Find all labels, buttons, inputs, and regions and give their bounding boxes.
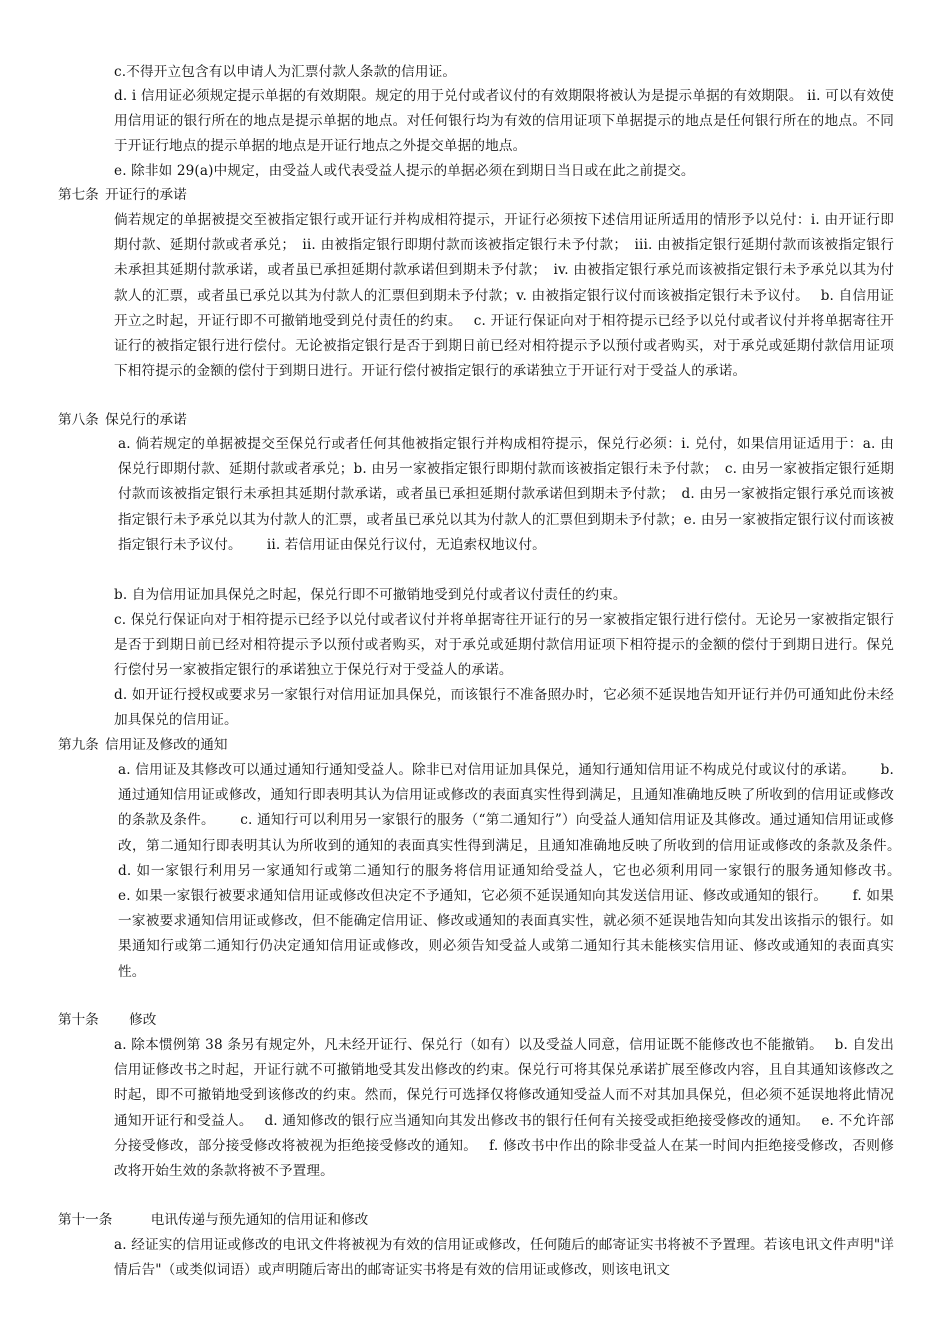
- article-number: 第九条: [58, 737, 99, 753]
- paragraph-8c: c. 保兑行保证向对于相符提示已经予以兑付或者议付并将单据寄往开证行的另一家被指定银行进行偿付。无论另一家被指定银行是否于到期日前已经对相符提示予以预付或者购买，对于承兑或延期付款信用证项下相符提示的金额的偿付于到期日进行。保兑行偿付另一家被指定银行的承诺独立于保兑行对于受益人的承诺。: [114, 612, 894, 679]
- article-number: 第十条: [58, 1012, 99, 1028]
- paragraph-11a: a. 经证实的信用证或修改的电讯文件将被视为有效的信用证或修改，任何随后的邮寄证实书将被不予置理。若该电讯文件声明"详情后告"（或类似词语）或声明随后寄出的邮寄证实书将是有效的信用证或修改，则该电讯文: [114, 1237, 894, 1279]
- article-9-heading: [58, 733, 898, 758]
- article-11-heading: [58, 1208, 898, 1233]
- paragraph-article-7-body: 倘若规定的单据被提交至被指定银行或开证行并构成相符提示，开证行必须按下述信用证所适用的情形予以兑付：i. 由开证行即期付款、延期付款或者承兑； ii. 由被指定银行即期付款而该被指定银行未予付款； iii. 由被指定银行延期付款而该被指定银行未承担其延期付款承诺，或者虽已承担延期付款承诺但到期未予付款； iv. 由被指定银行承兑而该被指定银行未予承兑以其为付款人的汇票，或者虽已承兑以其为付款人的汇票但到期未予付款；v. 由被指定银行议付而该被指定银行未予议付。 b. 自信用证开立之时起，开证行即不可撤销地受到兑付责任的约束。 c. 开证行保证向对于相符提示已经予以兑付或者议付并将单据寄往开证行的被指定银行进行偿付。无论被指定银行是否于到期日前已经对相符提示予以预付或者购买，对于承兑或延期付款信用证项下相符提示的金额的偿付于到期日进行。开证行偿付被指定银行的承诺独立于开证行对于受益人的承诺。: [114, 212, 894, 380]
- paragraph-7d: d. i 信用证必须规定提示单据的有效期限。规定的用于兑付或者议付的有效期限将被认为是提示单据的有效期限。 ii. 可以有效使用信用证的银行所在的地点是提示单据的地点。对任何银行均为有效的信用证项下单据提示的地点是任何银行所在的地点。不同于开证行地点的提示单据的地点是开证行地点之外提交单据的地点。: [114, 88, 894, 155]
- article-number: 第十一条: [58, 1212, 113, 1228]
- article-title: 保兑行的承诺: [105, 412, 187, 428]
- paragraph-article-9-body: a. 信用证及其修改可以通过通知行通知受益人。除非已对信用证加具保兑，通知行通知信用证不构成兑付或议付的承诺。 b. 通过通知信用证或修改，通知行即表明其认为信用证或修改的表面真实性得到满足，且通知准确地反映了所收到的信用证或修改的条款及条件。 c. 通知行可以利用另一家银行的服务（“第二通知行”）向受益人通知信用证及其修改。通过通知信用证或修改，第二通知行即表明其认为所收到的通知的表面真实性得到满足，且通知准确地反映了所收到的信用证或修改的条款及条件。 d. 如一家银行利用另一家通知行或第二通知行的服务将信用证通知给受益人，它也必须利用同一家银行的服务通知修改书。 e. 如果一家银行被要求通知信用证或修改但决定不予通知，它必须不延误通知向其发送信用证、修改或通知的银行。 f. 如果一家被要求通知信用证或修改，但不能确定信用证、修改或通知的表面真实性，就必须不延误地告知向其发出该指示的银行。如果通知行或第二通知行仍决定通知信用证或修改，则必须告知受益人或第二通知行其未能核实信用证、修改或通知的表面真实性。: [118, 762, 926, 980]
- paragraph-article-10-body: a. 除本惯例第 38 条另有规定外，凡未经开证行、保兑行（如有）以及受益人同意，信用证既不能修改也不能撤销。 b. 自发出信用证修改书之时起，开证行就不可撤销地受其发出修改的约束。保兑行可将其保兑承诺扩展至修改内容，且自其通知该修改之时起，即不可撤销地受到该修改的约束。然而，保兑行可选择仅将修改通知受益人而不对其加具保兑，但必须不延误地将此情况通知开证行和受益人。 d. 通知修改的银行应当通知向其发出修改书的银行任何有关接受或拒绝接受修改的通知。 e. 不允许部分接受修改，部分接受修改将被视为拒绝接受修改的通知。 f. 修改书中作出的除非受益人在某一时间内拒绝接受修改，否则修改将开始生效的条款将被不予置理。: [114, 1037, 894, 1180]
- article-7-heading: [58, 183, 898, 208]
- article-number: 第七条: [58, 187, 99, 203]
- paragraph-8b: b. 自为信用证加具保兑之时起，保兑行即不可撤销地受到兑付或者议付责任的约束。: [114, 587, 627, 603]
- article-title: 开证行的承诺: [105, 187, 187, 203]
- article-8-heading: [58, 408, 898, 433]
- paragraph-8a: a. 倘若规定的单据被提交至保兑行或者任何其他被指定银行并构成相符提示，保兑行必须：i. 兑付，如果信用证适用于：a. 由保兑行即期付款、延期付款或者承兑；b. 由另一家被指定银行即期付款而该被指定银行未予付款； c. 由另一家被指定银行延期付款而该被指定银行未承担其延期付款承诺，或者虽已承担延期付款承诺但到期未予付款； d. 由另一家被指定银行承兑而该被指定银行未予承兑以其为付款人的汇票，或者虽已承兑以其为付款人的汇票但到期未予付款；e. 由另一家被指定银行议付而该被指定银行未予议付。 ii. 若信用证由保兑行议付，无追索权地议付。: [118, 436, 894, 553]
- paragraph-7e: e. 除非如 29(a)中规定，由受益人或代表受益人提示的单据必须在到期日当日或在此之前提交。: [114, 163, 695, 179]
- paragraph-7c: c.不得开立包含有以申请人为汇票付款人条款的信用证。: [114, 64, 457, 80]
- article-number: 第八条: [58, 412, 99, 428]
- article-title: 修改: [129, 1012, 157, 1028]
- article-title: 信用证及修改的通知: [105, 737, 228, 753]
- article-title: 电讯传递与预先通知的信用证和修改: [150, 1212, 369, 1228]
- article-10-heading: [58, 1008, 898, 1033]
- paragraph-8d: d. 如开证行授权或要求另一家银行对信用证加具保兑，而该银行不准备照办时，它必须不延误地告知开证行并仍可通知此份未经加具保兑的信用证。: [114, 687, 894, 729]
